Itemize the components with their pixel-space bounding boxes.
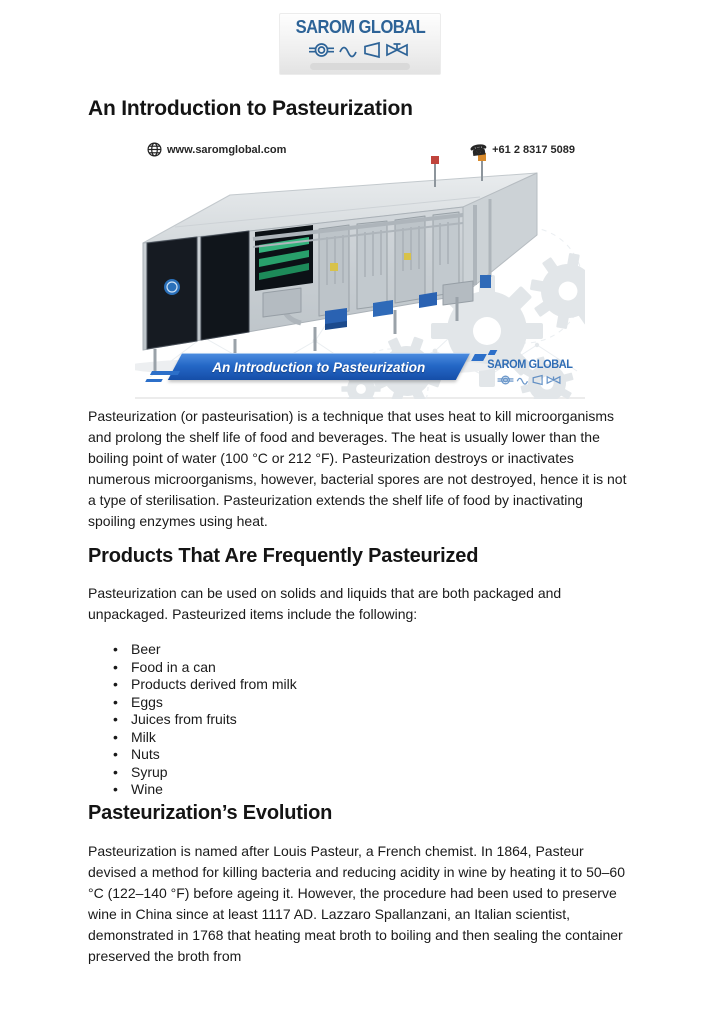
hero-image <box>135 135 585 399</box>
brand-wordmark: SAROM GLOBAL <box>295 17 425 37</box>
pid-symbols-icon <box>308 39 412 61</box>
intro-paragraph: Pasteurization (or pasteurisation) is a technique that uses heat to kill microorganisms and prolong the shelf life of food and beverages. The heat is usually lower than the boiling point of water (100 °C or 212 °F). Pasteurization destroys or inactivates numerous microorganisms, however, bacterial spores are not destroyed, hence it is not a type of sterilisation. Pasteurization extends the shelf life of food by inactivating spoiling enzymes using heat. <box>88 408 627 529</box>
list-item: • Milk <box>113 729 634 747</box>
hero-brand <box>485 355 575 387</box>
brand-logo-box <box>279 13 442 75</box>
phone-text: +61 2 8317 5089 <box>492 143 575 156</box>
evolution-paragraph: Pasteurization is named after Louis Pasteur, a French chemist. In 1864, Pasteur devised a method for killing bacteria and reducing acidity in wine by heating it to 50–60 °C (122–140 °F) before ageing it. However, the procedure had been used to preserve wine in China since at least 1117 AD. Lazzaro Spallanzani, an Italian scientist, demonstrated in 1768 that heating meat broth to boiling and then sealing the container preserved the broth from <box>88 842 625 964</box>
hero-website <box>147 142 286 157</box>
list-item: • Eggs <box>113 694 634 712</box>
list-item: • Products derived from milk <box>113 676 634 694</box>
banner-ribbon <box>168 353 470 380</box>
logo-base-bar <box>310 63 410 70</box>
pasteurized-items-list <box>88 641 634 799</box>
list-item: • Juices from fruits <box>113 711 634 729</box>
ribbon-deco-left-2 <box>145 379 163 382</box>
list-item: • Beer <box>113 641 634 659</box>
section-heading-evolution: Pasteurization’s Evolution <box>88 801 333 824</box>
ribbon-deco-left-1 <box>150 371 180 375</box>
website-text: www.saromglobal.com <box>167 143 287 156</box>
list-item: • Nuts <box>113 746 634 764</box>
products-paragraph: Pasteurization can be used on solids and liquids that are both packaged and unpackaged. Pasteurized items include the following: <box>88 585 562 622</box>
list-item: • Food in a can <box>113 659 634 677</box>
globe-icon <box>147 142 162 157</box>
section-heading-products: Products That Are Frequently Pasteurized <box>88 545 479 567</box>
hero-pid-symbols-icon <box>494 373 566 387</box>
banner-title: An Introduction to Pasteurization <box>212 359 426 375</box>
hero-brand-wordmark: SAROM GLOBAL <box>487 359 573 371</box>
page-title: An Introduction to Pasteurization <box>88 97 413 120</box>
list-item: • Syrup <box>113 764 634 782</box>
phone-icon: ☎ <box>468 140 489 159</box>
list-item: • Wine <box>113 781 634 799</box>
brand-logo <box>0 0 720 75</box>
hero-phone <box>468 140 575 159</box>
